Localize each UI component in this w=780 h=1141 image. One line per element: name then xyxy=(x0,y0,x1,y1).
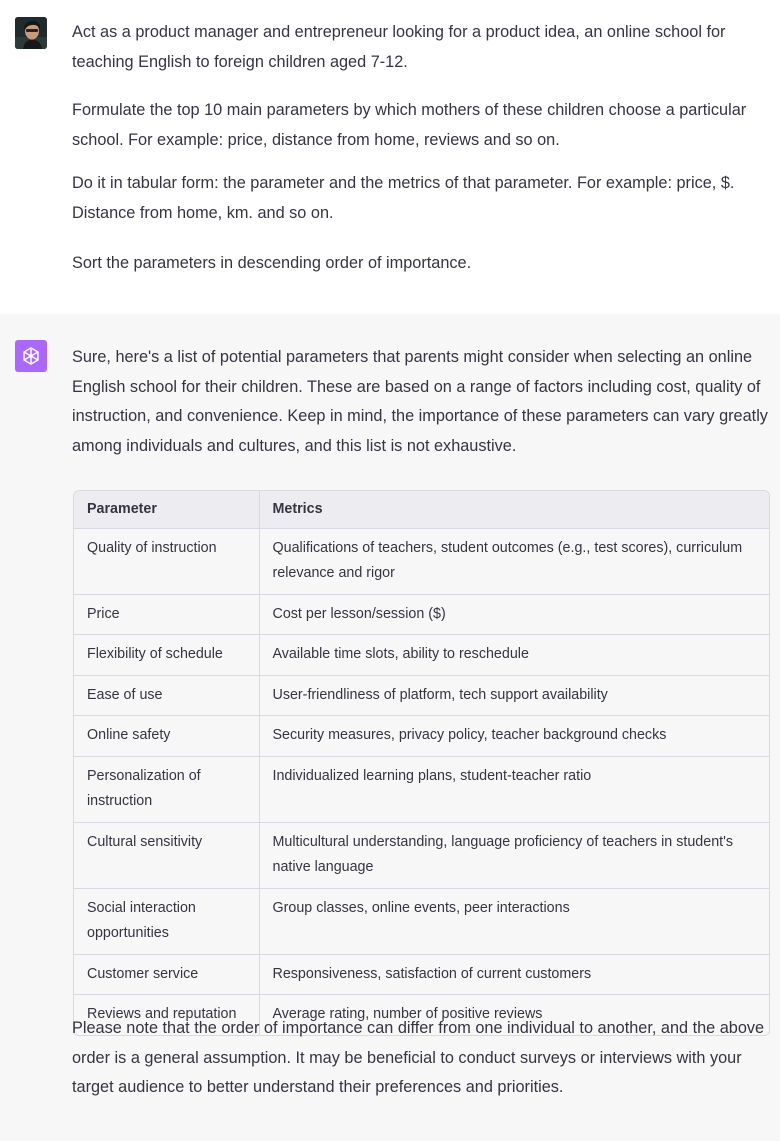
user-message xyxy=(0,0,780,314)
parameter-cell: Personalization of instruction xyxy=(74,756,259,822)
assistant-outro: Please note that the order of importance can differ from one individual to another, and the above order is a general assumption. It may be beneficial to conduct surveys or interviews with your target audience to better understand their preferences and priorities. xyxy=(72,1019,765,1097)
parameter-cell: Ease of use xyxy=(74,675,259,716)
table-row xyxy=(74,822,769,888)
user-paragraph-2: Formulate the top 10 main parameters by which mothers of these children choose a particular school. For example: price, distance from home, reviews and so on. xyxy=(72,101,747,149)
table-row xyxy=(74,635,769,676)
metrics-cell: User-friendliness of platform, tech support availability xyxy=(259,675,769,716)
parameter-cell: Price xyxy=(74,594,259,635)
metrics-cell: Multicultural understanding, language proficiency of teachers in student's native language xyxy=(259,822,769,888)
header-parameter: Parameter xyxy=(74,491,259,528)
table-row xyxy=(74,888,769,954)
table-row xyxy=(74,528,769,594)
parameter-cell: Cultural sensitivity xyxy=(74,822,259,888)
parameter-cell: Social interaction opportunities xyxy=(74,888,259,954)
parameter-cell: Online safety xyxy=(74,716,259,757)
table-header-row xyxy=(74,491,769,528)
assistant-message xyxy=(0,314,780,1141)
table-row xyxy=(74,594,769,635)
user-avatar xyxy=(15,17,47,49)
metrics-cell: Qualifications of teachers, student outcomes (e.g., test scores), curriculum relevance and rigor xyxy=(259,528,769,594)
openai-logo-icon xyxy=(20,345,42,367)
metrics-cell: Responsiveness, satisfaction of current customers xyxy=(259,954,769,995)
assistant-intro: Sure, here's a list of potential parameters that parents might consider when selecting an online English school for their children. These are based on a range of factors including cost, quality of instruction, and convenience. Keep in mind, the importance of these parameters can vary greatly among individuals and cultures, and this list is not exhaustive. xyxy=(72,348,768,456)
metrics-cell: Group classes, online events, peer interactions xyxy=(259,888,769,954)
user-paragraph-4: Sort the parameters in descending order of importance. xyxy=(72,254,472,272)
parameter-cell: Reviews and reputation xyxy=(74,995,259,1035)
parameter-cell: Quality of instruction xyxy=(74,528,259,594)
table-row xyxy=(74,756,769,822)
table-row xyxy=(74,954,769,995)
user-paragraph-3: Do it in tabular form: the parameter and the metrics of that parameter. For example: price, $. Distance from home, km. and so on. xyxy=(72,174,735,222)
header-metrics: Metrics xyxy=(259,491,769,528)
metrics-cell: Security measures, privacy policy, teacher background checks xyxy=(259,716,769,757)
metrics-cell: Average rating, number of positive reviews xyxy=(259,995,769,1035)
table-row xyxy=(74,675,769,716)
user-avatar-photo-icon xyxy=(15,17,47,49)
parameters-table xyxy=(73,490,770,1036)
metrics-cell: Individualized learning plans, student-teacher ratio xyxy=(259,756,769,822)
assistant-avatar xyxy=(15,340,47,372)
table-row xyxy=(74,716,769,757)
metrics-cell: Available time slots, ability to reschedule xyxy=(259,635,769,676)
user-paragraph-1: Act as a product manager and entrepreneur looking for a product idea, an online school for teaching English to foreign children aged 7-12. xyxy=(72,23,726,71)
parameter-cell: Customer service xyxy=(74,954,259,995)
metrics-cell: Cost per lesson/session ($) xyxy=(259,594,769,635)
parameter-cell: Flexibility of schedule xyxy=(74,635,259,676)
